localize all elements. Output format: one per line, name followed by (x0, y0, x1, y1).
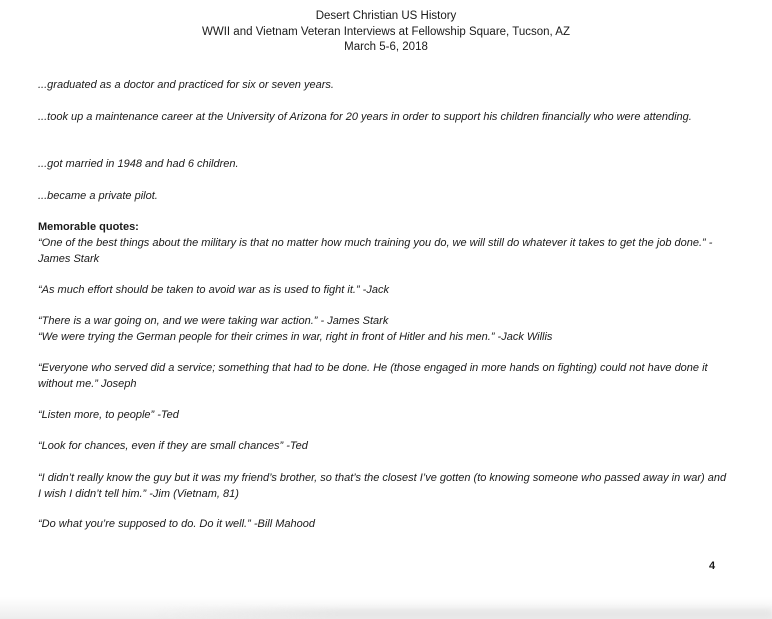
page-edge-shadow (0, 597, 772, 619)
quote-item: “Do what you’re supposed to do. Do it well.” -Bill Mahood (38, 518, 315, 530)
course-title: Desert Christian US History (315, 10, 457, 22)
quote-item: “There is a war going on, and we were taking war action.” - James Stark “We were trying the German people for their crimes in war, right in front of Hitler and his men.” -Jack Willis (38, 315, 553, 343)
quote-item: “As much effort should be taken to avoid war as is used to fight it.” -Jack (38, 284, 389, 296)
event-title: WWII and Vietnam Veteran Interviews at Fellowship Square, Tucson, AZ (202, 25, 570, 38)
outcome-item: ...graduated as a doctor and practiced for six or seven years. (38, 79, 334, 91)
quotes-heading: Memorable quotes: (38, 221, 139, 233)
outcome-item: ...took up a maintenance career at the University of Arizona for 20 years in order to support his children financially who were attending. (38, 111, 692, 123)
outcome-item: ...became a private pilot. (38, 190, 158, 202)
quote-item: “I didn’t really know the guy but it was my friend’s brother, so that’s the closest I’ve gotten (to knowing someone who passed away in war) and I wish I didn’t tell him.” -Jim (Vietnam, 81) (38, 472, 727, 500)
outcome-item: ...got married in 1948 and had 6 children. (38, 158, 239, 170)
document-header (0, 9, 772, 56)
event-date: March 5-6, 2018 (344, 41, 428, 53)
quote-item: “Listen more, to people” -Ted (38, 409, 179, 421)
quote-item: “Everyone who served did a service; something that had to be done. He (those engaged in more hands on fighting) could not have done it without me.” Joseph (38, 362, 708, 390)
quote-item: “Look for chances, even if they are small chances” -Ted (38, 440, 308, 452)
page-number: 4 (709, 560, 716, 572)
quote-item: “One of the best things about the military is that no matter how much training you do, we will still do whatever it takes to get the job done.” -James Stark (38, 237, 713, 265)
